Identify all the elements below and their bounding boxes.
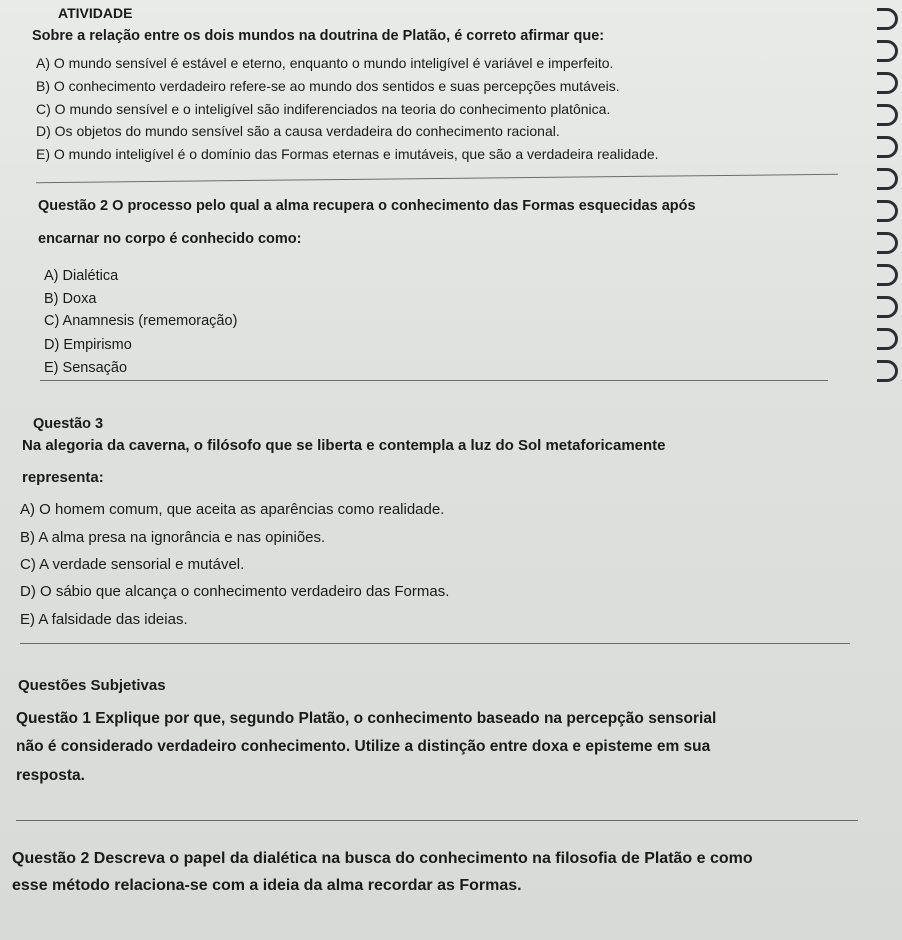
q2-option-b: B) Doxa	[44, 291, 97, 307]
binder-ring	[877, 200, 898, 222]
binder-ring	[877, 328, 898, 350]
binder-ring	[877, 296, 898, 318]
q2-option-e: E) Sensação	[44, 360, 128, 376]
binder-ring	[877, 232, 898, 254]
q1-question: Sobre a relação entre os dois mundos na doutrina de Platão, é correto afirmar que:	[32, 28, 605, 44]
q3-option-d: D) O sábio que alcança o conhecimento verdadeiro das Formas.	[20, 583, 450, 600]
q3-option-a: A) O homem comum, que aceita as aparências como realidade.	[20, 501, 445, 518]
binder-ring	[877, 8, 898, 30]
q2-option-c: C) Anamnesis (rememoração)	[44, 313, 238, 329]
q2-question-line2: encarnar no corpo é conhecido como:	[38, 231, 302, 247]
page-title: ATIVIDADE	[58, 5, 133, 21]
q1-option-e: E) O mundo inteligível é o domínio das Formas eternas e imutáveis, que são a verdadeira realidade.	[36, 146, 659, 162]
notebook-binding	[874, 0, 902, 420]
binder-ring	[877, 360, 898, 382]
s1-line2: não é considerado verdadeiro conhecimento. Utilize a distinção entre doxa e episteme em sua	[16, 738, 711, 755]
divider-1	[36, 174, 838, 183]
s1-line3: resposta.	[16, 767, 85, 784]
q3-option-b: B) A alma presa na ignorância e nas opiniões.	[20, 529, 326, 546]
q3-heading: Questão 3	[33, 416, 104, 432]
divider-4	[16, 820, 858, 821]
q1-option-b: B) O conhecimento verdadeiro refere-se ao mundo dos sentidos e suas percepções mutáveis.	[36, 78, 620, 94]
q2-option-a: A) Dialética	[44, 268, 119, 284]
binder-ring	[877, 40, 898, 62]
s2-line2: esse método relaciona-se com a ideia da alma recordar as Formas.	[12, 877, 522, 894]
q3-option-c: C) A verdade sensorial e mutável.	[20, 556, 245, 573]
binder-ring	[877, 168, 898, 190]
binder-ring	[877, 72, 898, 94]
binder-ring	[877, 264, 898, 286]
subjective-heading: Questões Subjetivas	[18, 677, 166, 694]
q1-option-a: A) O mundo sensível é estável e eterno, enquanto o mundo inteligível é variável e imperfeito.	[36, 55, 614, 71]
binder-ring	[877, 104, 898, 126]
q3-option-e: E) A falsidade das ideias.	[20, 611, 188, 628]
binder-ring	[877, 136, 898, 158]
s2-line1: Questão 2 Descreva o papel da dialética na busca do conhecimento na filosofia de Platão e como	[12, 850, 753, 867]
q2-question-line1: Questão 2 O processo pelo qual a alma recupera o conhecimento das Formas esquecidas após	[38, 198, 696, 214]
q1-option-d: D) Os objetos do mundo sensível são a causa verdadeira do conhecimento racional.	[36, 123, 560, 139]
s1-line1: Questão 1 Explique por que, segundo Platão, o conhecimento baseado na percepção sensorial	[16, 710, 717, 727]
q2-option-d: D) Empirismo	[44, 337, 132, 353]
q3-question-line2: representa:	[22, 469, 104, 486]
q1-option-c: C) O mundo sensível e o inteligível são indiferenciados na teoria do conhecimento platônica.	[36, 101, 611, 117]
divider-2	[40, 380, 828, 381]
divider-3	[20, 643, 850, 644]
q3-question-line1: Na alegoria da caverna, o filósofo que se liberta e contempla a luz do Sol metaforicamente	[22, 437, 666, 454]
